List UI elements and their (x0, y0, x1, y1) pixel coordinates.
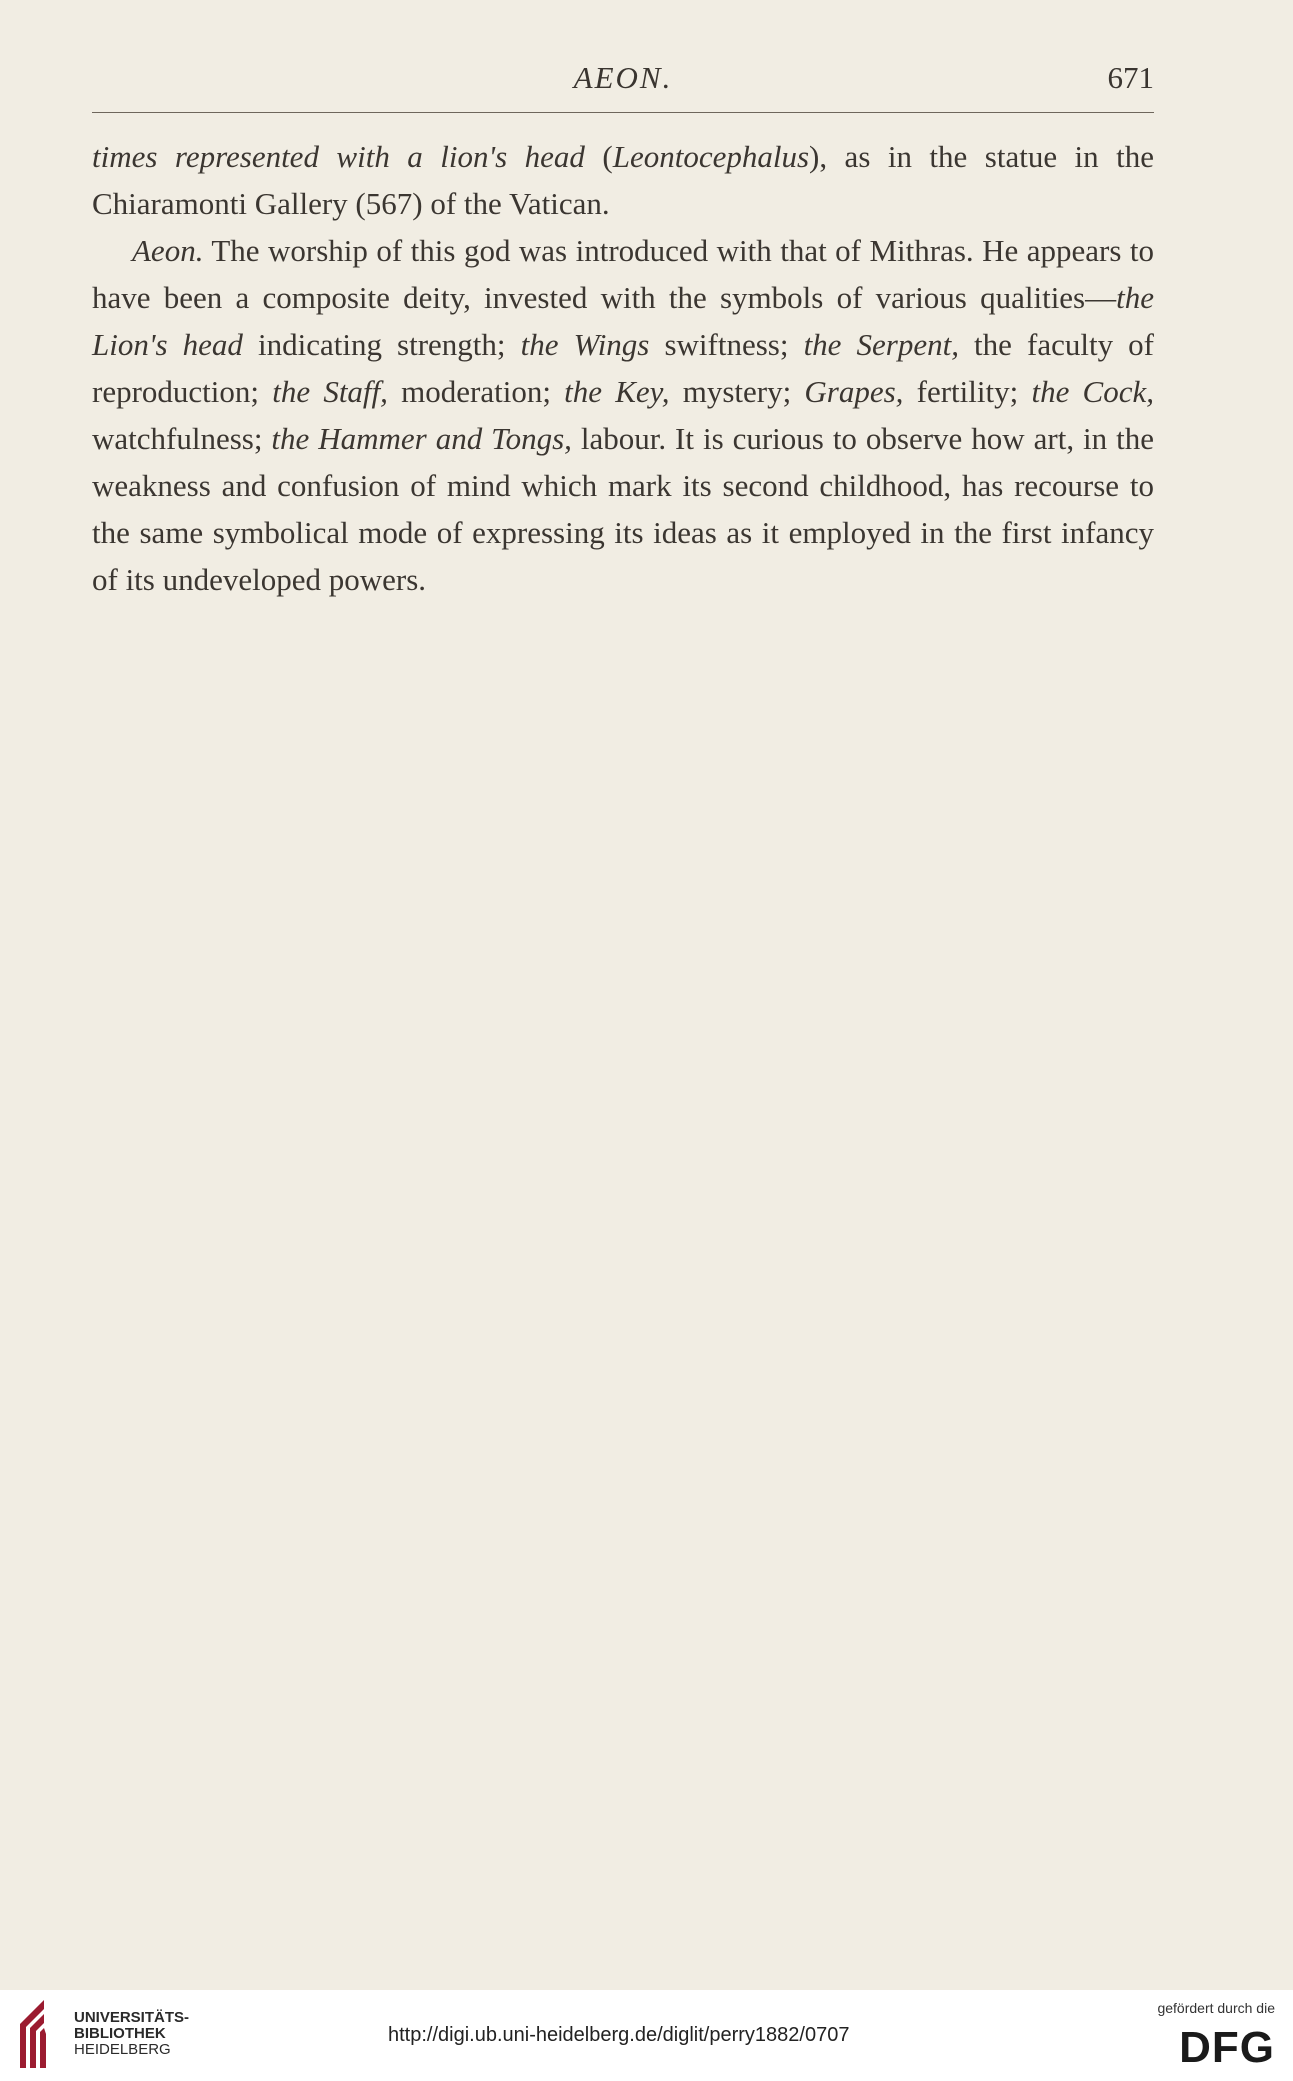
p2-text: fertility; (903, 374, 1032, 409)
library-name-line-2: BIBLIOTHEK (74, 2025, 166, 2042)
p2-italic-aeon: Aeon. (132, 233, 204, 268)
p2-italic: the Serpent, (803, 327, 959, 362)
p2-text: swiftness; (649, 327, 804, 362)
library-name-line-3: HEIDELBERG (74, 2041, 171, 2058)
p2-italic: the Key, (564, 374, 670, 409)
p2-italic: the Staff, (272, 374, 388, 409)
library-name-line-1: UNIVERSITÄTS- (74, 2009, 190, 2026)
page-header (92, 54, 1154, 110)
body-text (92, 133, 1154, 603)
permalink-url[interactable]: http://digi.ub.uni-heidelberg.de/diglit/perry1882/0707 (388, 2024, 850, 2046)
header-rule (92, 112, 1154, 113)
p2-text: watchfulness; (92, 421, 272, 456)
page-number: 671 (1107, 60, 1154, 95)
p1-italic-1: times represented with a lion's head (92, 139, 585, 174)
p2-italic: the Cock, (1031, 374, 1154, 409)
p2-text: The worship of this god was introduced with that of Mithras. He appears to have been a composite deity, invested with the symbols of various qualities— (92, 233, 1154, 315)
p2-text: labour. It is curious to observe how art, in the weakness and confusion of mind which mark its second childhood, has recourse to the same symbolical mode of expressing its ideas as it employed in the first infancy of its undeveloped powers. (92, 421, 1154, 597)
footer-bar (0, 1990, 1293, 2081)
p2-italic: the Hammer and Tongs, (271, 421, 572, 456)
p1-italic-2: Leontocephalus (612, 139, 810, 174)
university-library-logo-icon (14, 1996, 66, 2072)
paragraph-2 (92, 227, 1154, 603)
p1-text-2: ), as in the statue in the Chiaramonti Gallery (567) of the Vatican. (92, 139, 1154, 221)
p2-text: the faculty of reproduction; (92, 327, 1154, 409)
p2-text: mystery; (669, 374, 805, 409)
dfg-logo: DFG (1179, 2023, 1275, 2072)
p2-text: moderation; (387, 374, 565, 409)
running-head: AEON. (573, 60, 673, 95)
p2-text: indicating strength; (242, 327, 521, 362)
paragraph-1 (92, 133, 1154, 227)
funder-note: gefördert durch die (1157, 2000, 1275, 2016)
p2-italic: the Lion's head (92, 280, 1154, 362)
p2-italic: Grapes, (804, 374, 904, 409)
p2-italic: the Wings (520, 327, 650, 362)
university-library-name (74, 2010, 189, 2058)
p1-text-1: ( (584, 139, 613, 174)
